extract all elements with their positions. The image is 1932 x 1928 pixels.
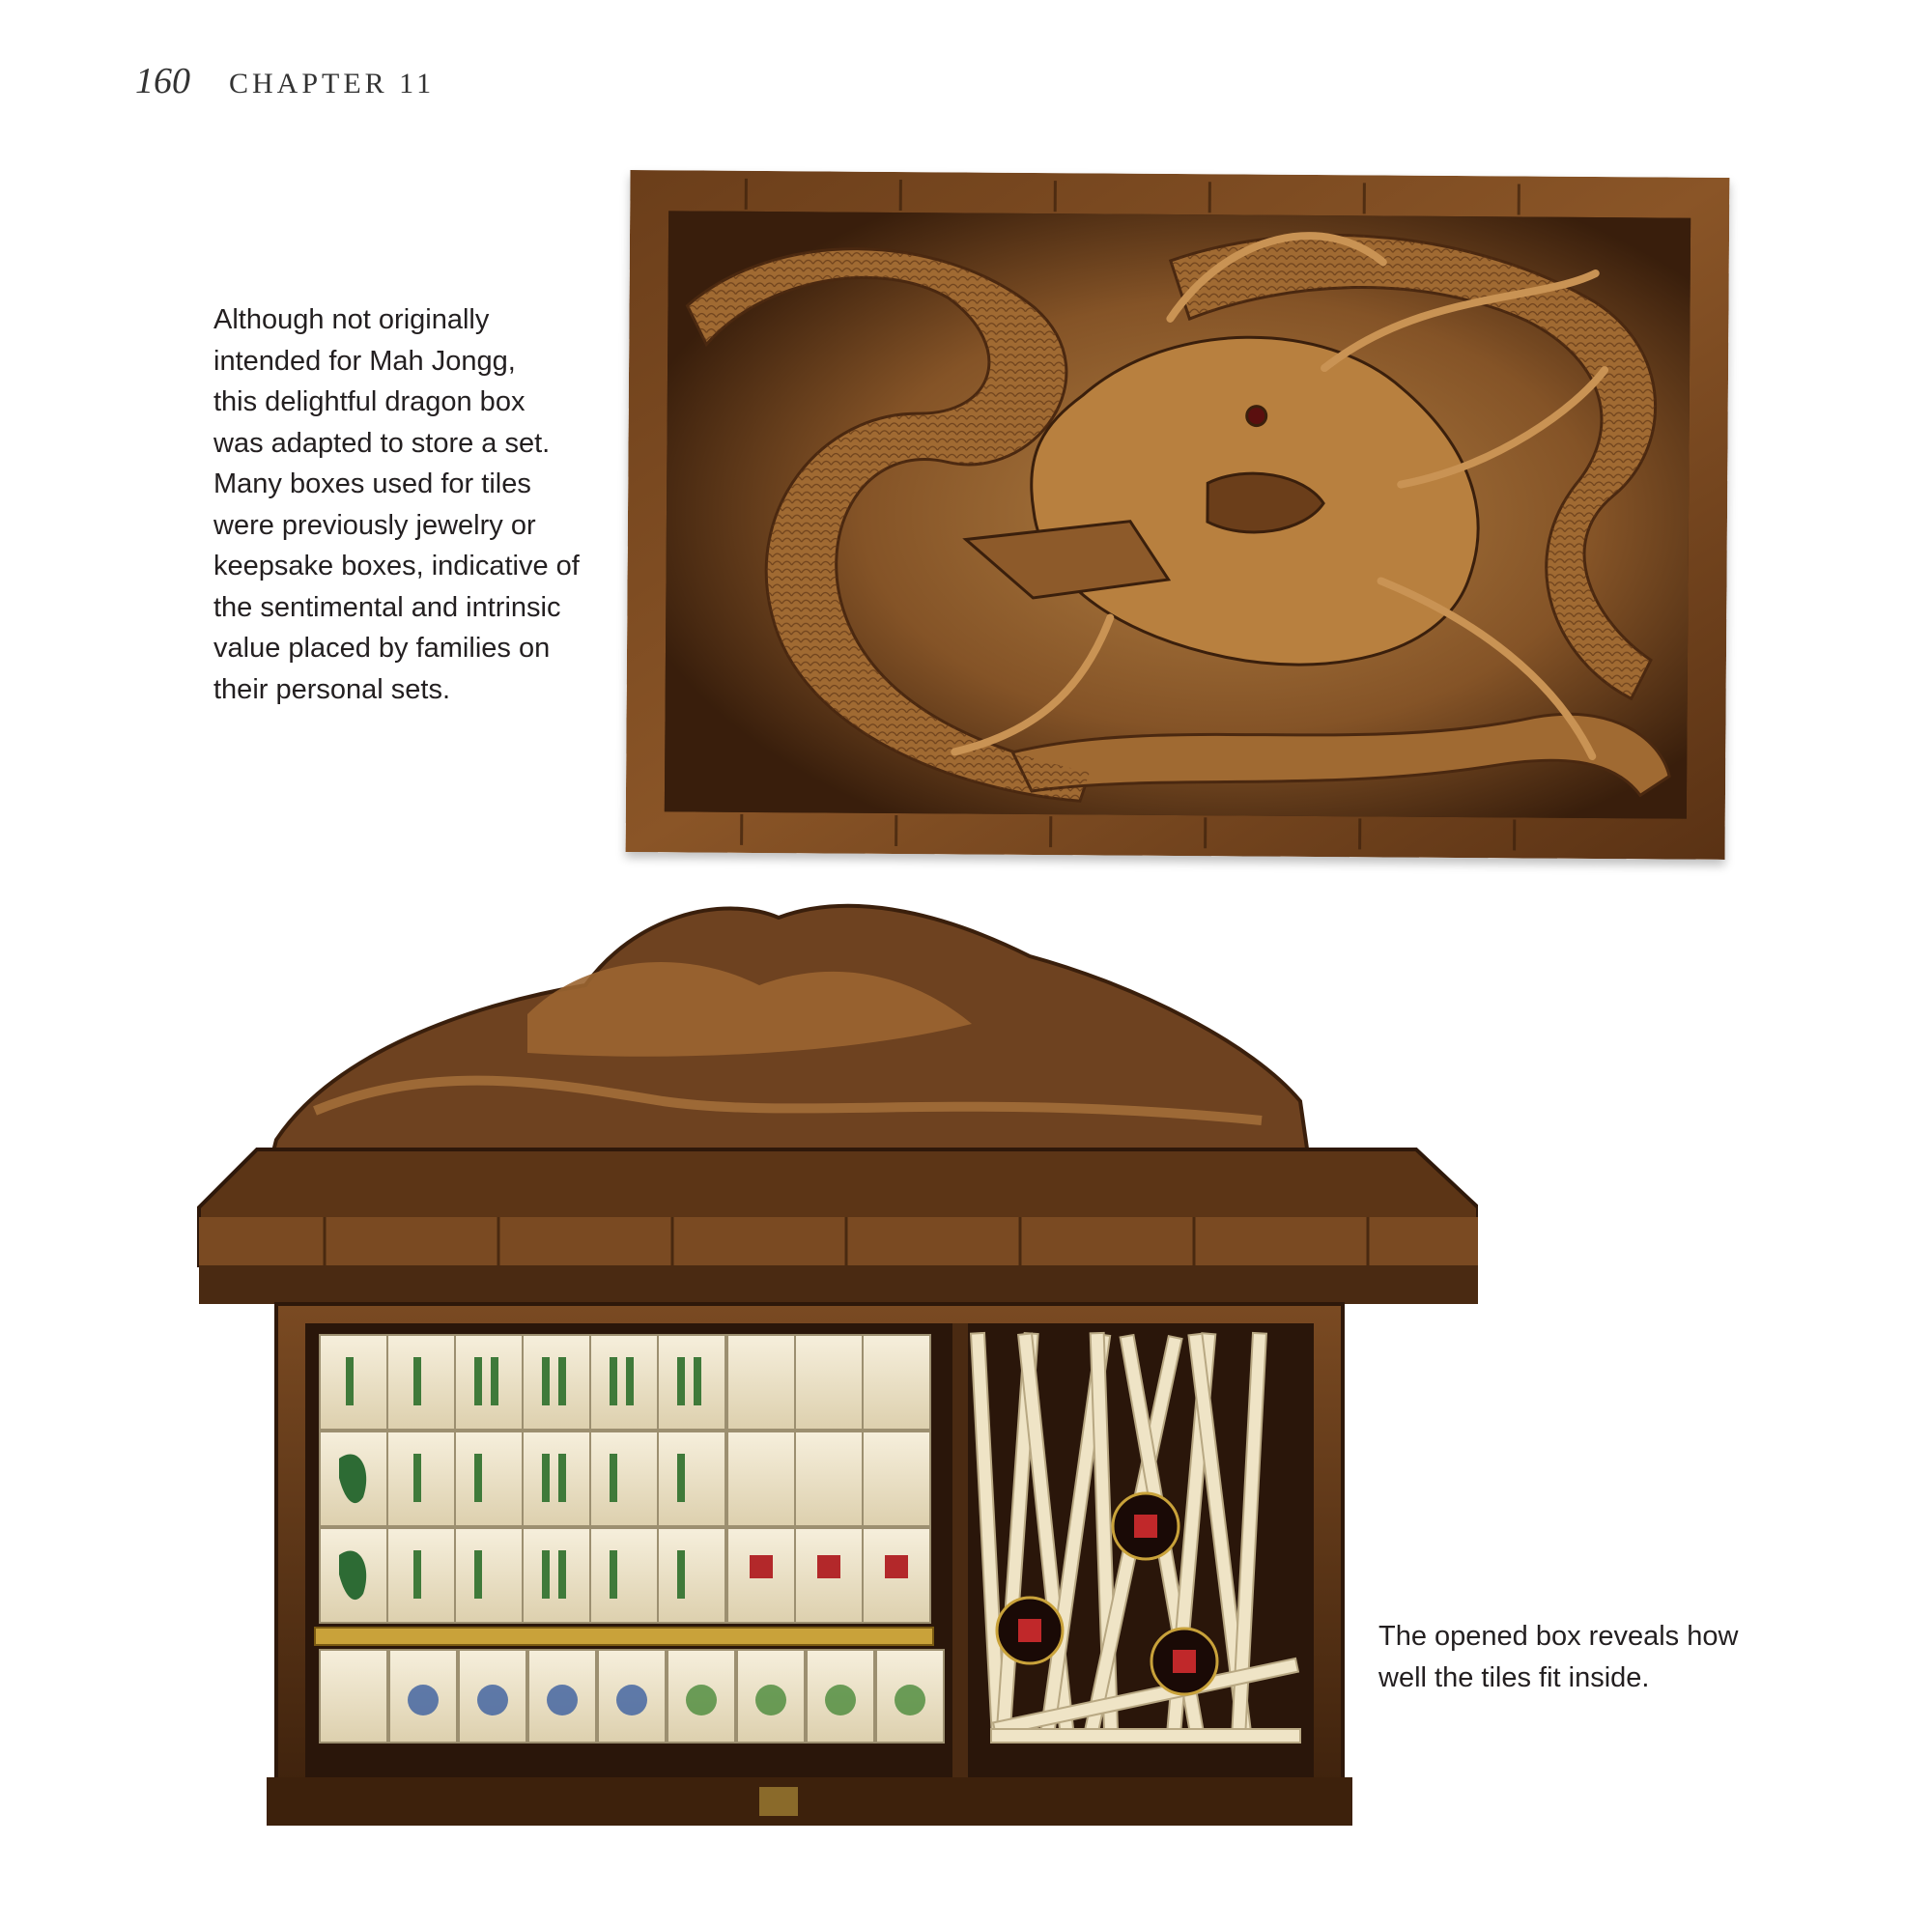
caption-dragon-box: Although not originally intended for Mah Jongg, this delightful dragon box was adapted to store a set. Many boxes used for tiles were previously jewelry or keepsake boxes, indicative of the sentimental and intrinsic value placed by families on their personal sets. xyxy=(213,304,580,705)
chapter-label: CHAPTER 11 xyxy=(229,68,436,99)
photo-dragon-box-lid xyxy=(626,170,1730,860)
caption-opened-box: The opened box reveals how well the tiles fit inside. xyxy=(1378,1621,1739,1693)
dragon-box-lid-illustration xyxy=(626,170,1730,860)
page-header xyxy=(135,60,435,102)
photo-opened-box xyxy=(180,898,1478,1843)
opened-box-illustration xyxy=(180,898,1478,1843)
page-number: 160 xyxy=(135,61,190,101)
